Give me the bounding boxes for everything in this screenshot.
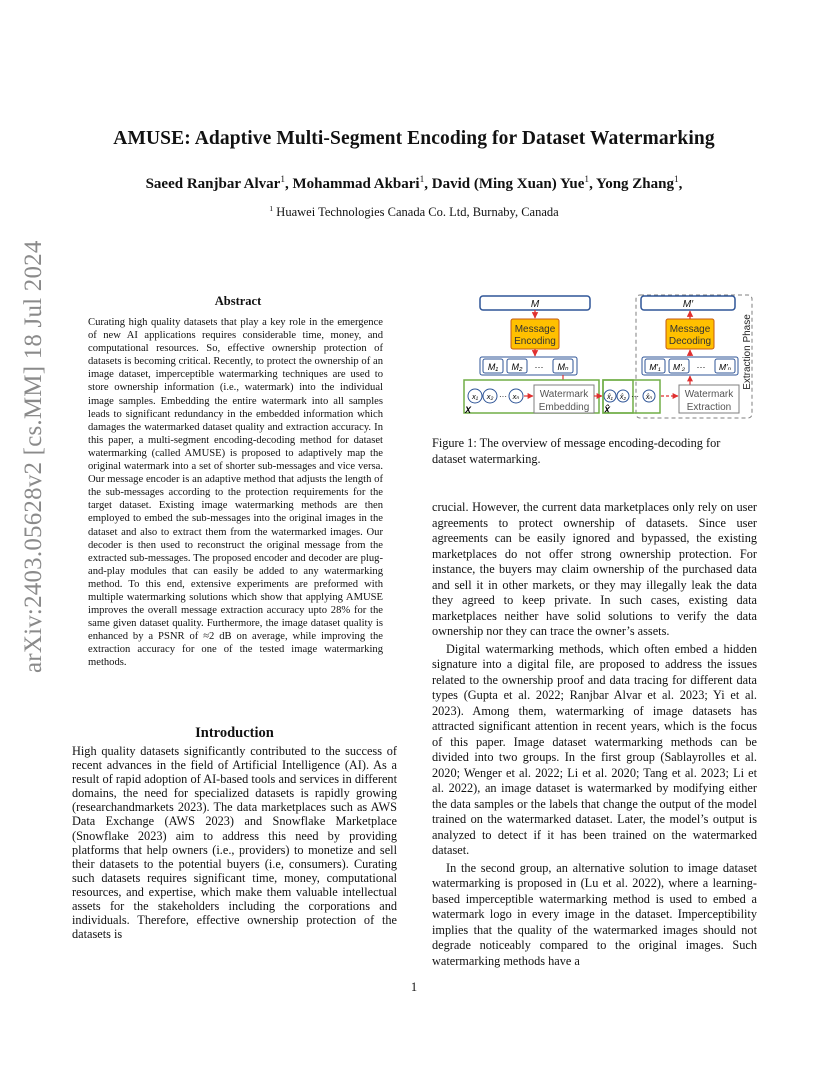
author-name: Mohammad Akbari bbox=[292, 176, 420, 192]
extraction-phase-label: Extraction Phase bbox=[742, 314, 753, 390]
encoding-label-line1: Message bbox=[514, 324, 556, 335]
paragraph: In the second group, an alternative solution to image dataset watermarking is proposed in (Lu et al. 2022), where a learning-based imperceptible watermarking method is used to embed a watermark logo in every image in the dataset. Imperceptibility implies that the quality of the watermarked images should not degrade noticeably compared to the original images. Such watermarking methods have a bbox=[432, 860, 757, 968]
paragraph: crucial. However, the current data marketplaces only rely on user agreements to protect ownership of datasets. Since user agreements can be easily ignored and bypassed, the existing marketplaces do not offer strong ownership protection. For instance, the buyers may claim ownership of the purchased data and sell it in other markets, or they may illegally leak the data they agreed to keep private. In such cases, existing data marketplaces neither have solid solutions to verify the data ownership nor they can trace the owner’s assets. bbox=[432, 500, 757, 638]
author-affiliation-mark: 1 bbox=[584, 175, 590, 185]
embedding-label-line2: Embedding bbox=[538, 402, 590, 413]
author-separator: , bbox=[589, 176, 597, 192]
affiliation-mark: 1 bbox=[269, 203, 274, 213]
extracted-sub-message-label: M′₁ bbox=[649, 362, 661, 372]
introduction-left-column: High quality datasets significantly contributed to the success of recent advances in the field of Artificial Intelligence (AI). As a result of rapid adoption of AI-based tools and services in different domains, the need for specialized datasets is rapidly growing (researchandmarkets 2023). The data marketplaces such as AWS Data Exchange (AWS 2023) and Snowflake Marketplace (Snowflake 2023) aim to address this need by providing platforms that help owners (i.e., providers) to monetize and sell their datasets to the potential buyers (i.e, consumers). Curating such datasets requires significant time, money, computational resources, and expertise, which make them valuable intellectual assets for the stakeholders including the corporations and individuals. Therefore, effective ownership protection of the datasets is bbox=[72, 744, 397, 942]
extraction-label-line2: Extraction bbox=[686, 402, 732, 413]
decoding-label-line1: Message bbox=[669, 324, 711, 335]
sub-message-label: M₁ bbox=[487, 362, 499, 372]
author-separator: , bbox=[678, 176, 683, 192]
ellipsis: ··· bbox=[631, 392, 639, 401]
paragraph: Digital watermarking methods, which often embed a hidden signature into a digital file, are proposed to address the issues related to the ownership proof and data tracing for different data types (Gupta et al. 2022; Ranjbar Alvar et al. 2023; Yi et al. 2023). Among them, watermarking of image datasets has attracted significant attention in recent years, which is the focus of this paper. Image dataset watermarking methods can be divided into two groups. In the first group (Sablayrolles et al. 2020; Wenger et al. 2022; Li et al. 2020; Tang et al. 2023; Li et al. 2022), an image dataset is watermarked by modifying either the data samples or the labels that change the output of the model trained on the watermarked dataset. Later, the model’s output is analyzed to detect if it has been trained on the watermarked dataset. bbox=[432, 641, 757, 857]
extraction-label-line1: Watermark bbox=[684, 389, 734, 400]
encoding-label-line2: Encoding bbox=[514, 336, 556, 347]
watermarked-image-label: x̂₂ bbox=[619, 394, 627, 401]
author-affiliation-mark: 1 bbox=[280, 175, 285, 185]
paper-title: AMUSE: Adaptive Multi-Segment Encoding for Dataset Watermarking bbox=[113, 128, 715, 149]
watermarked-set-label: X̂ bbox=[604, 405, 611, 415]
author-separator: , bbox=[424, 176, 432, 192]
author-list bbox=[0, 176, 828, 193]
author-affiliation-mark: 1 bbox=[673, 175, 679, 185]
introduction-heading: Introduction bbox=[195, 725, 274, 741]
ellipsis: ··· bbox=[499, 392, 507, 401]
author-separator: , bbox=[284, 176, 293, 192]
author-name: Saeed Ranjbar Alvar bbox=[145, 176, 281, 192]
introduction-right-column bbox=[432, 500, 757, 969]
recovered-message-symbol: M′ bbox=[682, 299, 694, 310]
watermarked-image-label: x̂ₙ bbox=[645, 394, 653, 401]
ellipsis: ··· bbox=[534, 362, 544, 372]
image-set-label: X bbox=[465, 405, 472, 415]
page-number: 1 bbox=[410, 980, 418, 994]
image-label: xₙ bbox=[512, 392, 520, 401]
figure-1-caption: Figure 1: The overview of message encoding-decoding for dataset watermarking. bbox=[432, 436, 721, 466]
abstract-text: Curating high quality datasets that play a key role in the emergence of new AI applications requires considerable time, money, and computational resources. So, effective ownership protection of datasets is becoming critical. Recently, to protect the ownership of an image dataset, imperceptible watermarking techniques are used to store ownership information (i.e., watermark) into the individual image samples. Embedding the entire watermark into all samples leads to significant redundancy in the embedded information which damages the watermarked dataset quality and extraction accuracy. In this paper, a multi-segment encoding-decoding method for dataset watermarking (called AMUSE) is proposed to adaptively map the original watermark into a set of shorter sub-messages and vice versa. Our message encoder is an adaptive method that adjusts the length of the sub-messages according to the protection requirements for the target dataset. Existing image watermarking methods are then employed to embed the sub-messages into the original images in the dataset and also to extract them from the watermarked images. Our decoder is then used to reconstruct the original message from the extracted sub-messages. The proposed encoder and decoder are plug-and-play modules that can easily be added to any watermarking method. To this end, extensive experiments are preformed with multiple watermarking solutions which show that applying AMUSE improves the overall message extraction accuracy upto 28% for the same given dataset quality. Furthermore, the image dataset quality is enhanced by a PSNR of ≈2 dB on average, while improving the extraction accuracy for one of the tested image watermarking methods. bbox=[88, 317, 383, 669]
image-label: x₂ bbox=[486, 392, 494, 401]
decoding-label-line2: Decoding bbox=[668, 336, 712, 347]
sub-message-label: M₂ bbox=[511, 362, 523, 372]
sub-message-label: Mₙ bbox=[557, 362, 569, 372]
figure-1-diagram bbox=[458, 292, 758, 420]
author-name: David (Ming Xuan) Yue bbox=[431, 176, 585, 192]
watermarked-image-label: x̂₁ bbox=[607, 394, 613, 401]
arxiv-sidebar-stamp bbox=[20, 240, 50, 673]
author-name: Yong Zhang bbox=[596, 176, 674, 192]
extracted-sub-message-label: M′ₙ bbox=[718, 362, 732, 372]
abstract-heading: Abstract bbox=[214, 294, 262, 308]
message-symbol: M bbox=[530, 299, 540, 310]
image-label: x₁ bbox=[471, 392, 479, 401]
affiliation-text: Huawei Technologies Canada Co. Ltd, Burnaby, Canada bbox=[273, 205, 559, 219]
affiliation bbox=[0, 205, 828, 220]
embedding-label-line1: Watermark bbox=[539, 389, 589, 400]
extracted-sub-message-label: M′₂ bbox=[673, 362, 685, 372]
ellipsis: ··· bbox=[696, 362, 706, 372]
author-affiliation-mark: 1 bbox=[419, 175, 425, 185]
arxiv-id-text: arXiv:2403.05628v2 [cs.MM] 18 Jul 2024 bbox=[20, 240, 47, 673]
